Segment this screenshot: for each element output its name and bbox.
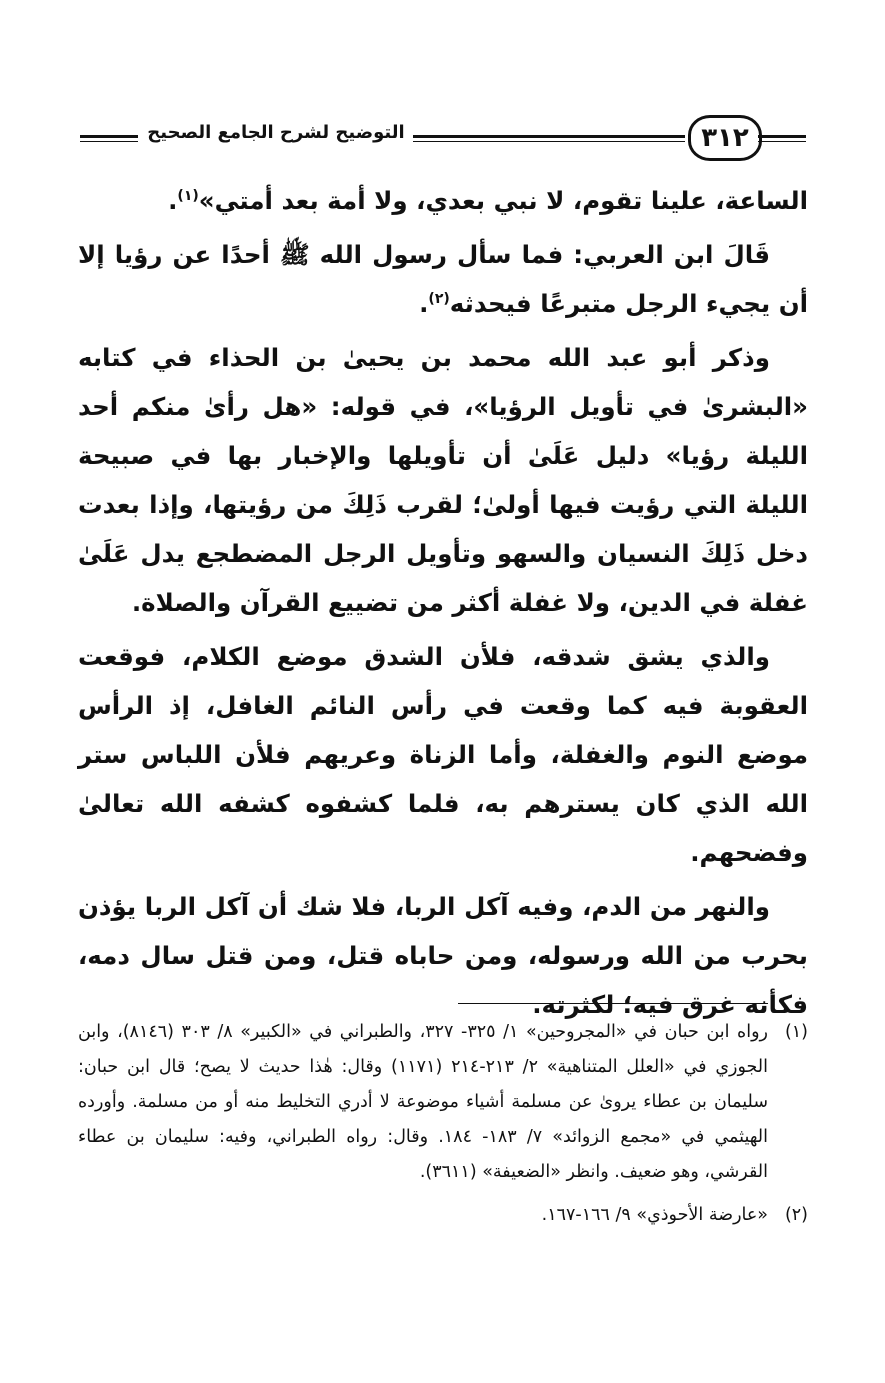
- footnotes: [78, 1015, 808, 1241]
- paragraph: قَالَ ابن العربي: فما سأل رسول الله ﷺ أحدًا عن رؤيا إلا أن يجيء الرجل متبرعًا فيحدثه$^{(٢)}$.: [78, 240, 808, 318]
- paragraph: الساعة، علينا تقوم، لا نبي بعدي، ولا أمة بعد أمتي»$^{(١)}$.: [168, 186, 808, 215]
- paragraph: والذي يشق شدقه، فلأن الشدق موضع الكلام، فوقعت العقوبة فيه كما وقعت في رأس النائم الغافل، إذ الرأس موضع النوم والغفلة، وأما الزناة وعريهم فلأن اللباس ستر الله الذي كان يسترهم به، فلما كشفوه كشفه الله تعالىٰ وفضحهم.: [78, 642, 808, 867]
- footnote-ref[interactable]: (٢): [428, 290, 450, 307]
- main-text: [78, 176, 808, 1034]
- book-title: التوضيح لشرح الجامع الصحيح: [147, 122, 405, 143]
- paragraph: والنهر من الدم، وفيه آكل الربا، فلا شك أن آكل الربا يؤذن بحرب من الله ورسوله، ومن حاباه قتل، ومن قتل سال دمه، فكأنه غرق فيه؛ لكثرته.: [78, 892, 808, 1019]
- header-rule-right: [758, 135, 806, 138]
- page-number: ٣١٢: [688, 115, 762, 161]
- footnote-text: «عارضة الأحوذي» ٩/ ١٦٦-١٦٧.: [541, 1205, 768, 1225]
- footnote: [78, 1198, 808, 1233]
- header-rule-middle: [413, 135, 685, 138]
- footnote-number: (٢): [784, 1205, 808, 1225]
- footnote-separator: [458, 1003, 768, 1004]
- running-header: [78, 112, 808, 162]
- footnote: [78, 1015, 808, 1190]
- header-rule-left: [80, 135, 138, 138]
- footnote-number: (١): [784, 1022, 808, 1042]
- paragraph: وذكر أبو عبد الله محمد بن يحيىٰ بن الحذاء في كتابه «البشرىٰ في تأويل الرؤيا»، في قوله: «هل رأىٰ منكم أحد الليلة رؤيا» دليل عَلَىٰ أن تأويلها والإخبار بها في صبيحة الليلة التي رؤيت فيها أولىٰ؛ لقرب ذَلِكَ من رؤيتها، وإذا بعدت دخل ذَلِكَ النسيان والسهو وتأويل الرجل المضطجع يدل عَلَىٰ غفلة في الدين، ولا غفلة أكثر من تضييع القرآن والصلاة.: [78, 343, 808, 617]
- footnote-text: رواه ابن حبان في «المجروحين» ١/ ٣٢٥- ٣٢٧، والطبراني في «الكبير» ٨/ ٣٠٣ (٨١٤٦)، وابن الجوزي في «العلل المتناهية» ٢/ ٢١٣-٢١٤ (١١٧١) وقال: هٰذا حديث لا يصح؛ قال ابن حبان: سليمان بن عطاء يروىٰ عن مسلمة أشياء موضوعة لا أدري التخليط منه أو من مسلمة. وأورده الهيثمي في «مجمع الزوائد» ٧/ ١٨٣- ١٨٤. وقال: رواه الطبراني، وفيه: سليمان بن عطاء القرشي، وهو ضعيف. وانظر «الضعيفة» (٣٦١١).: [78, 1022, 768, 1182]
- footnote-ref[interactable]: (١): [177, 187, 199, 204]
